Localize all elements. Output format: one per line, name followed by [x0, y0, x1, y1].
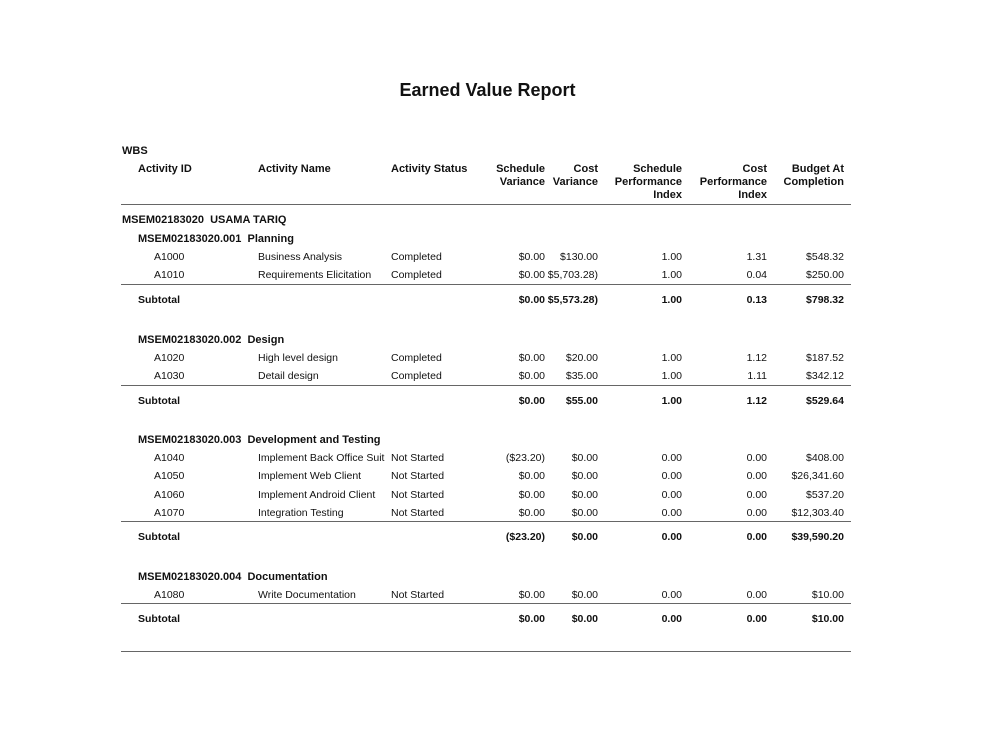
cell-cpi: 0.04 — [746, 269, 767, 282]
cell-bac: $12,303.40 — [791, 506, 844, 519]
cell-activity-id: A1050 — [154, 470, 185, 483]
cell-cost-variance: $0.00 — [571, 488, 598, 501]
subtotal-divider — [121, 603, 851, 604]
cell-cost-variance: $0.00 — [571, 470, 598, 483]
cell-spi: 1.00 — [661, 370, 682, 383]
cell-cpi: 1.12 — [746, 352, 767, 364]
cell-schedule-variance: $0.00 — [518, 589, 545, 601]
header-cost-variance: Cost Variance — [552, 163, 598, 188]
subtotal-label: Subtotal — [138, 613, 180, 626]
table-row — [0, 251, 1000, 265]
table-row — [0, 352, 1000, 366]
subtotal-label: Subtotal — [138, 293, 180, 306]
cell-cpi: 0.00 — [746, 589, 767, 601]
subtotal-spi: 1.00 — [661, 394, 682, 407]
header-divider — [121, 204, 851, 205]
cell-cpi: 1.11 — [747, 370, 767, 383]
cell-spi: 1.00 — [661, 352, 682, 364]
subtotal-spi: 0.00 — [661, 613, 682, 626]
cell-activity-id: A1030 — [154, 370, 185, 383]
cell-activity-status: Not Started — [391, 488, 445, 501]
cell-activity-status: Completed — [391, 251, 442, 263]
cell-spi: 0.00 — [661, 452, 682, 464]
table-row — [0, 507, 1000, 521]
cell-bac: $10.00 — [811, 589, 844, 601]
header-bac: Budget At Completion — [783, 163, 844, 188]
cell-activity-name: Write Documentation — [258, 589, 356, 601]
cell-activity-name: Implement Back Office Suit — [258, 452, 385, 464]
report-end-divider — [121, 651, 851, 652]
cell-activity-status: Completed — [391, 352, 442, 364]
cell-activity-name: High level design — [258, 352, 338, 364]
cell-cost-variance: $35.00 — [565, 370, 598, 383]
subtotal-cpi: 1.12 — [746, 394, 767, 407]
subtotal-cost-variance: $55.00 — [565, 394, 598, 407]
cell-activity-status: Completed — [391, 269, 442, 282]
cell-activity-status: Not Started — [391, 452, 445, 464]
subtotal-schedule-variance: $0.00 — [518, 293, 545, 306]
table-row — [0, 269, 1000, 283]
subtotal-schedule-variance: $0.00 — [518, 613, 545, 626]
cell-bac: $187.52 — [806, 352, 844, 364]
table-row — [0, 589, 1000, 603]
report-title: Earned Value Report — [399, 80, 576, 100]
cell-activity-name: Implement Android Client — [258, 488, 376, 501]
cell-schedule-variance: ($23.20) — [505, 452, 545, 464]
subtotal-bac: $10.00 — [811, 613, 844, 626]
project-heading: MSEM02183020 USAMA TARIQ — [122, 214, 287, 226]
table-row — [0, 370, 1000, 384]
cell-activity-name: Business Analysis — [258, 251, 343, 263]
subtotal-row — [0, 613, 1000, 627]
header-activity-name: Activity Name — [258, 163, 331, 175]
subtotal-divider — [121, 284, 851, 285]
cell-spi: 1.00 — [661, 251, 682, 263]
subtotal-cpi: 0.13 — [746, 293, 767, 306]
subtotal-schedule-variance: ($23.20) — [505, 531, 545, 544]
cell-activity-name: Integration Testing — [258, 506, 344, 519]
cell-activity-id: A1020 — [154, 352, 185, 364]
cell-activity-id: A1080 — [154, 589, 185, 601]
cell-cpi: 0.00 — [746, 452, 767, 464]
subtotal-bac: $39,590.20 — [791, 531, 844, 544]
subtotal-divider — [121, 521, 851, 522]
cell-schedule-variance: $0.00 — [518, 352, 545, 364]
table-row — [0, 470, 1000, 484]
subtotal-row — [0, 531, 1000, 545]
cell-activity-status: Not Started — [391, 589, 445, 601]
header-schedule-variance: Schedule Variance — [496, 163, 545, 188]
cell-activity-id: A1060 — [154, 488, 185, 501]
cell-schedule-variance: $0.00 — [518, 470, 545, 483]
table-row — [0, 452, 1000, 466]
cell-bac: $548.32 — [806, 251, 844, 263]
cell-cost-variance: $0.00 — [571, 452, 598, 464]
header-activity-id: Activity ID — [138, 163, 192, 175]
subtotal-cpi: 0.00 — [746, 531, 767, 544]
cell-activity-status: Completed — [391, 370, 442, 383]
cell-cost-variance: $0.00 — [571, 589, 598, 601]
cell-bac: $26,341.60 — [791, 470, 844, 483]
subtotal-row — [0, 395, 1000, 409]
cell-cpi: 0.00 — [746, 488, 767, 501]
cell-bac: $342.12 — [806, 370, 844, 383]
subtotal-bac: $529.64 — [806, 394, 844, 407]
wbs-group-heading: MSEM02183020.001 Planning — [138, 233, 294, 245]
header-spi: Schedule Performance Index — [614, 163, 682, 201]
subtotal-cpi: 0.00 — [746, 613, 767, 626]
subtotal-bac: $798.32 — [806, 293, 844, 306]
cell-activity-status: Not Started — [391, 506, 445, 519]
subtotal-schedule-variance: $0.00 — [518, 394, 545, 407]
cell-schedule-variance: $0.00 — [518, 251, 545, 263]
cell-activity-id: A1000 — [154, 251, 185, 263]
wbs-group-heading: MSEM02183020.003 Development and Testing — [138, 434, 381, 446]
cell-spi: 0.00 — [661, 470, 682, 483]
cell-schedule-variance: $0.00 — [518, 488, 545, 501]
cell-schedule-variance: $0.00 — [518, 370, 545, 383]
cell-activity-name: Requirements Elicitation — [258, 269, 372, 282]
cell-activity-id: A1040 — [154, 452, 185, 464]
cell-schedule-variance: $0.00 — [518, 506, 545, 519]
cell-activity-status: Not Started — [391, 470, 445, 483]
cell-cost-variance: $5,703.28) — [547, 269, 598, 282]
cell-spi: 1.00 — [661, 269, 682, 282]
subtotal-label: Subtotal — [138, 394, 180, 407]
cell-cost-variance: $0.00 — [571, 506, 598, 519]
subtotal-cost-variance: $0.00 — [571, 613, 598, 626]
wbs-label: WBS — [122, 145, 148, 157]
subtotal-row — [0, 294, 1000, 308]
cell-spi: 0.00 — [661, 589, 682, 601]
wbs-group-heading: MSEM02183020.002 Design — [138, 334, 285, 346]
subtotal-spi: 1.00 — [661, 293, 682, 306]
subtotal-spi: 0.00 — [661, 531, 682, 544]
cell-bac: $408.00 — [806, 452, 844, 464]
cell-cpi: 0.00 — [746, 506, 767, 519]
cell-bac: $537.20 — [806, 488, 844, 501]
cell-activity-id: A1010 — [154, 269, 185, 282]
subtotal-label: Subtotal — [138, 531, 180, 544]
cell-spi: 0.00 — [661, 506, 682, 519]
cell-cpi: 1.31 — [746, 251, 767, 263]
cell-bac: $250.00 — [806, 269, 844, 282]
cell-activity-name: Detail design — [258, 370, 319, 383]
subtotal-cost-variance: $0.00 — [571, 531, 598, 544]
header-cpi: Cost Performance Index — [699, 163, 767, 201]
cell-spi: 0.00 — [661, 488, 682, 501]
subtotal-cost-variance: $5,573.28) — [547, 293, 598, 306]
table-row — [0, 489, 1000, 503]
cell-schedule-variance: $0.00 — [518, 269, 545, 282]
cell-cost-variance: $130.00 — [560, 251, 598, 263]
header-activity-status: Activity Status — [391, 163, 468, 175]
subtotal-divider — [121, 385, 851, 386]
cell-cpi: 0.00 — [746, 470, 767, 483]
cell-activity-name: Implement Web Client — [258, 470, 362, 483]
wbs-group-heading: MSEM02183020.004 Documentation — [138, 571, 328, 583]
cell-cost-variance: $20.00 — [565, 352, 598, 364]
cell-activity-id: A1070 — [154, 506, 185, 519]
